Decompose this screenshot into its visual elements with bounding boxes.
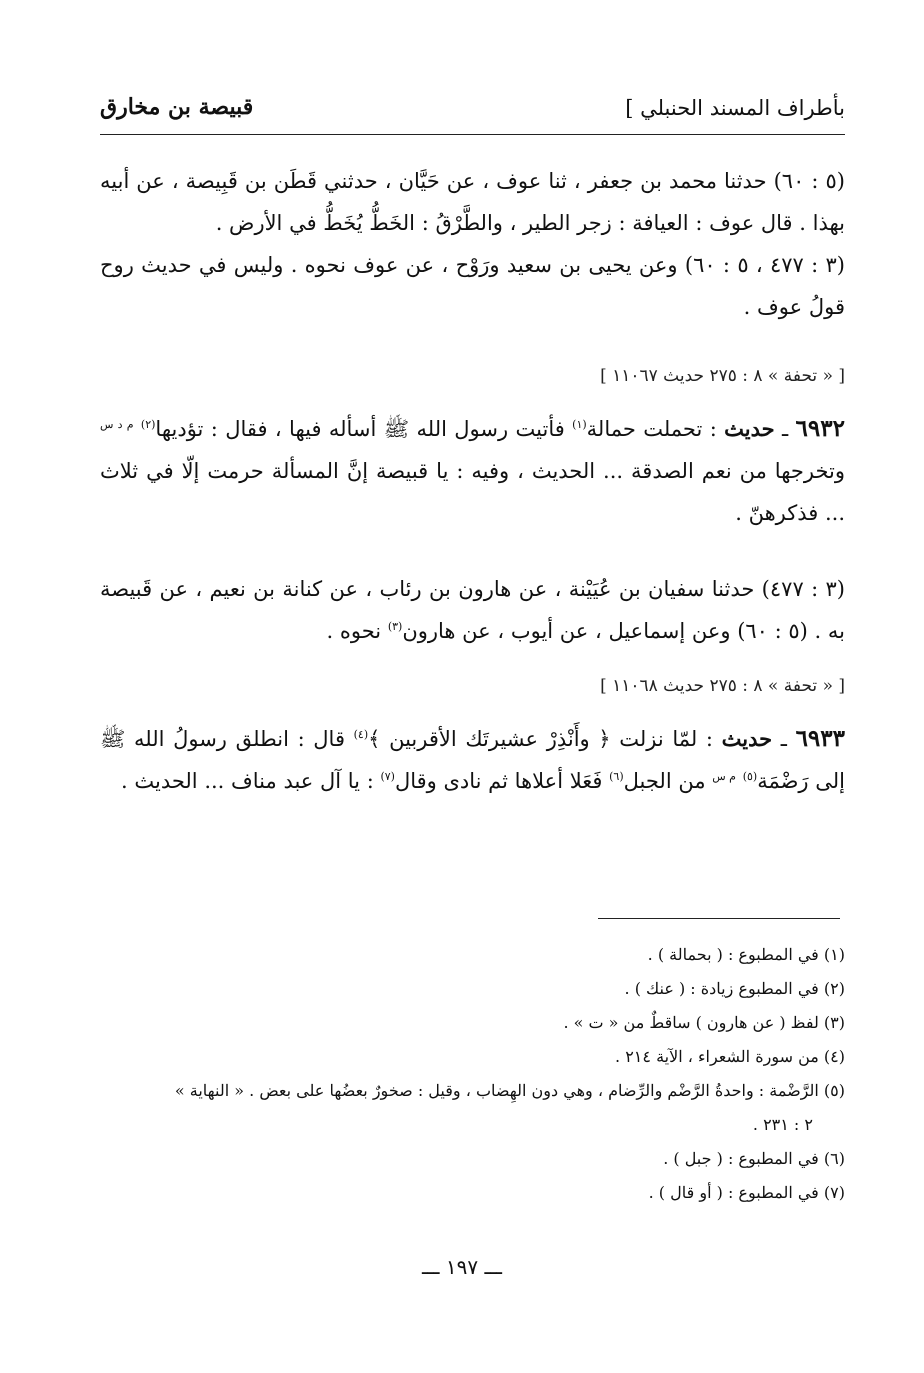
footnote-marker: (١) <box>572 418 587 431</box>
footnotes <box>88 938 845 1210</box>
page-number: ـــ ١٩٧ ـــ <box>421 1255 503 1279</box>
hadith-6932-paragraph <box>100 408 845 534</box>
hadith-text: فَعَلا أعلاها ثم نادى وقال <box>394 769 610 793</box>
footnote-2: (٢) في المطبوع زيادة : ( عنك ) . <box>624 979 845 998</box>
running-header <box>100 92 845 136</box>
hadith-text: من الجبل <box>623 769 713 793</box>
hadith-text: وتخرجها من نعم الصدقة ... الحديث ، وفيه : يا قبيصة إنَّ المسألة حرمت إلّا في ثلاث ... فذكرهنّ . <box>100 459 845 525</box>
footnote-rule <box>598 918 840 919</box>
hadith-text: فأتيت رسول الله ﷺ أسأله فيها ، فقال : تؤديها <box>155 417 573 441</box>
source-sigla: م د س <box>100 418 134 431</box>
footnote-marker: (٥) <box>742 770 758 783</box>
footnote-5: (٥) الرَّضْمة : واحدةُ الرَّضْم والرِّضام ، وهي دون الهِضاب ، وقيل : صخورٌ بعضُها على بعض . « النهاية » <box>174 1081 845 1100</box>
chain-paragraph <box>100 568 845 652</box>
section-title: قبيصة بن مخارق <box>100 94 254 120</box>
chain-text: (٣ : ٤٧٧) حدثنا سفيان بن عُيَيْنة ، عن هارون بن رئاب ، عن كنانة بن نعيم ، عن قَبيصة به . (٥ : ٦٠) وعن إسماعيل ، عن أيوب ، عن هارون <box>100 577 845 643</box>
hadith-6933 <box>100 718 845 802</box>
footnote-marker: (٤) <box>353 728 369 741</box>
hadith-dash: ـ <box>780 727 787 751</box>
hadith-label: حديث <box>721 726 773 751</box>
block-one-paragraph-2: (٣ : ٤٧٧ ، ٥ : ٦٠) وعن يحيى بن سعيد ورَوْح ، عن عوف نحوه . وليس في حديث روح قولُ عوف . <box>100 253 845 319</box>
block-one-paragraph-1: (٥ : ٦٠) حدثنا محمد بن جعفر ، ثنا عوف ، عن حَيَّان ، حدثني قَطَن بن قَبِيصة ، عن أبيه بهذا . قال عوف : العيافة : زجر الطير ، والطَّرْقُ : الخَطُّ يُخَطُّ في الأرض . <box>100 169 845 235</box>
hadith-6933-paragraph <box>100 718 845 802</box>
source-sigla: م س <box>712 770 736 783</box>
footnote-1: (١) في المطبوع : ( بحمالة ) . <box>647 945 845 964</box>
footnote-4: (٤) من سورة الشعراء ، الآية ٢١٤ . <box>615 1047 845 1066</box>
book-title: بأطراف المسند الحنبلي ] <box>625 96 845 120</box>
hadith-label: حديث <box>724 416 775 441</box>
hadith-number: ٦٩٣٢ <box>795 415 845 442</box>
footnote-6: (٦) في المطبوع : ( جبل ) . <box>663 1149 845 1168</box>
hadith-text: : يا آل عبد مناف ... الحديث . <box>121 769 381 793</box>
hadith-6932 <box>100 408 845 534</box>
hadith-6932-chain <box>100 568 845 652</box>
hadith-number: ٦٩٣٣ <box>795 725 845 752</box>
hadith-text: : لمّا نزلت ﴿ وأَنْذِرْ عشيرتَك الأقربين ﴾ <box>368 727 713 751</box>
tuhfa-reference-1: [ « تحفة » ٨ : ٢٧٥ حديث ١١٠٦٧ ] <box>600 366 845 386</box>
hadith-text: : تحملت حمالة <box>586 417 717 441</box>
footnote-7: (٧) في المطبوع : ( أو قال ) . <box>648 1183 845 1202</box>
chain-text: نحوه . <box>326 619 388 643</box>
hadith-text: قال : انطلق رسولُ الله ﷺ إلى رَضْمَة <box>100 727 845 793</box>
footnote-5-continuation: ٢ : ٢٣١ . <box>752 1115 813 1134</box>
header-rule <box>100 134 845 135</box>
footnote-marker: (٣) <box>387 620 403 633</box>
footnote-3: (٣) لفظ ( عن هارون ) ساقطٌ من « ت » . <box>563 1013 845 1032</box>
block-one <box>100 160 845 328</box>
tuhfa-reference-2: [ « تحفة » ٨ : ٢٧٥ حديث ١١٠٦٨ ] <box>600 676 845 696</box>
footnote-marker: (٦) <box>609 770 624 783</box>
footnote-marker: (٢) <box>140 418 156 431</box>
hadith-dash: ـ <box>782 417 789 441</box>
footnote-marker: (٧) <box>380 770 395 783</box>
